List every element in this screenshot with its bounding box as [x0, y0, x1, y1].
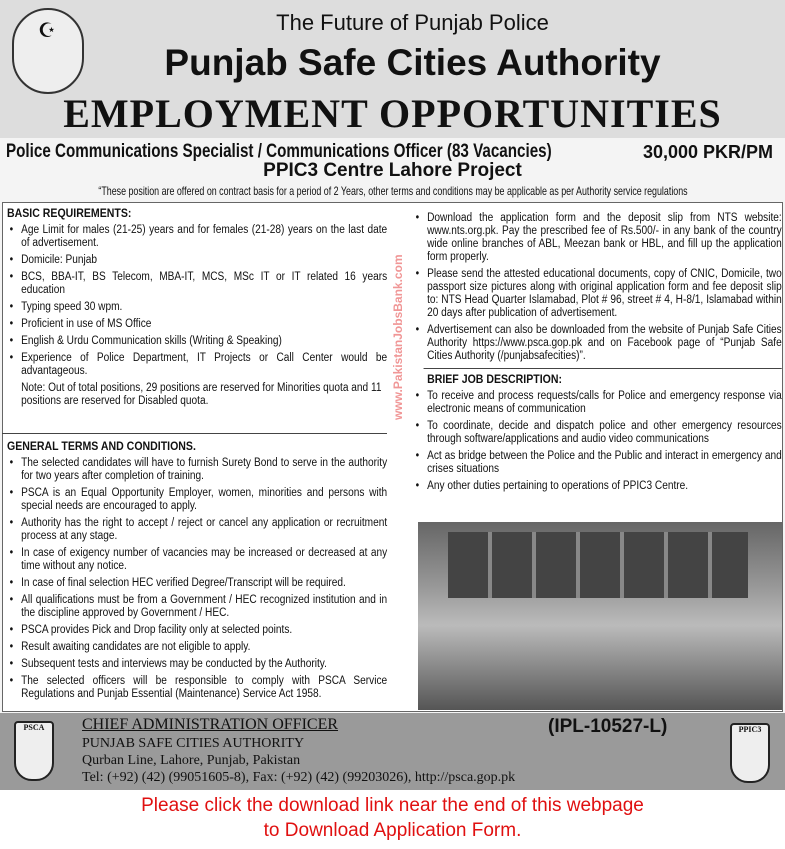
- divider: [2, 433, 387, 434]
- list-item: • Authority has the right to accept / reject or cancel any application or recruitment process at any stage.: [7, 517, 387, 543]
- application-process: [413, 212, 782, 497]
- list-item: • All qualifications must be from a Government / HEC recognized institution and in the discipline approved by Government / HEC.: [7, 594, 387, 620]
- list-item: • Result awaiting candidates are not eligible to apply.: [7, 641, 387, 654]
- watermark: www.PakistanJobsBank.com: [391, 254, 405, 420]
- list-item: • Any other duties pertaining to operations of PPIC3 Centre.: [413, 480, 782, 493]
- download-notice-line1: Please click the download link near the end of this webpage: [141, 795, 644, 816]
- headline: EMPLOYMENT OPPORTUNITIES: [63, 91, 722, 136]
- list-item: • Please send the attested educational documents, copy of CNIC, Domicile, two passport size pictures along with original application form and fee deposit slip to: NTS Head Quarter Islamabad, Plot # 96, street # 4, H-8/1, Islamabad within 20 days after publication of advertisement.: [413, 268, 782, 320]
- download-notice-line2: to Download Application Form.: [263, 820, 522, 841]
- footer: [0, 713, 785, 790]
- org-name: Punjab Safe Cities Authority: [164, 42, 661, 83]
- divider: [424, 368, 782, 369]
- terms-heading: GENERAL TERMS AND CONDITIONS.: [7, 439, 196, 453]
- list-item: • Advertisement can also be downloaded from the website of Punjab Safe Cities Authority https://www.psca.gop.pk and on Facebook page of “Punjab Safe Cities Authority (/punjabsafecities)”.: [413, 324, 782, 363]
- list-item: • To receive and process requests/calls for Police and emergency response via electronic means of communication: [413, 390, 782, 416]
- control-room-photo: [418, 522, 782, 710]
- list-item: • Age Limit for males (21-25) years and for females (21-28) years on the last date of advertisement.: [7, 224, 387, 250]
- list-item: • Experience of Police Department, IT Projects or Call Center would be advantageous.: [7, 352, 387, 378]
- project-name: PPIC3 Centre Lahore Project: [263, 160, 522, 181]
- list-item: • Proficient in use of MS Office: [7, 318, 387, 331]
- list-item: • PSCA is an Equal Opportunity Employer, women, minorities and persons with special needs are encouraged to apply.: [7, 487, 387, 513]
- tagline: The Future of Punjab Police: [276, 10, 549, 35]
- position-title: Police Communications Specialist / Communications Officer (83 Vacancies): [6, 141, 552, 162]
- basic-requirements: [7, 207, 387, 408]
- list-item: • English & Urdu Communication skills (Writing & Speaking): [7, 335, 387, 348]
- basic-heading: BASIC REQUIREMENTS:: [7, 206, 132, 220]
- list-item: • Download the application form and the deposit slip from NTS website: www.nts.org.pk. Pay the prescribed fee of Rs.500/- in any bank of the country wide online branches of ABL, Meezan bank or HBL, and fill up the application form properly.: [413, 212, 782, 264]
- list-item: • BCS, BBA-IT, BS Telecom, MBA-IT, MCS, MSc IT or IT related 16 years education: [7, 271, 387, 297]
- list-item: • In case of exigency number of vacancies may be increased or decreased at any time without any notice.: [7, 547, 387, 573]
- list-item: • The selected officers will be responsible to comply with PSCA Service Regulations and Punjab Essential (Maintenance) Service Act 1958.: [7, 675, 387, 701]
- header: [0, 0, 785, 138]
- quota-note: Note: Out of total positions, 29 positions are reserved for Minorities quota and 11 positions are reserved for Disabled quota.: [21, 382, 382, 407]
- psca-logo: PSCA: [14, 721, 54, 781]
- list-item: • The selected candidates will have to furnish Surety Bond to serve in the authority for two years after completion of training.: [7, 457, 387, 483]
- list-item: • Typing speed 30 wpm.: [7, 301, 387, 314]
- list-item: • Domicile: Punjab: [7, 254, 387, 267]
- list-item: • Act as bridge between the Police and the Public and interact in emergency and crises situations: [413, 450, 782, 476]
- officer-title: CHIEF ADMINISTRATION OFFICER: [82, 716, 339, 733]
- salary: 30,000 PKR/PM: [642, 142, 773, 162]
- ad-reference: (IPL-10527-L): [548, 716, 668, 737]
- general-terms: [7, 440, 387, 705]
- job-heading: BRIEF JOB DESCRIPTION:: [427, 372, 563, 386]
- intro-text: “These position are offered on contract basis for a period of 2 Years, other terms and conditions may be applicable as per Authority service regulations: [97, 184, 688, 198]
- list-item: • PSCA provides Pick and Drop facility only at selected points.: [7, 624, 387, 637]
- list-item: • In case of final selection HEC verified Degree/Transcript will be required.: [7, 577, 387, 590]
- footer-contact: Tel: (+92) (42) (99051605-8), Fax: (+92) (42) (99203026), http://psca.gop.pk: [82, 770, 516, 785]
- footer-address: Qurban Line, Lahore, Punjab, Pakistan: [82, 753, 301, 768]
- footer-org: PUNJAB SAFE CITIES AUTHORITY: [82, 736, 305, 751]
- list-item: • Subsequent tests and interviews may be conducted by the Authority.: [7, 658, 387, 671]
- ppic3-logo: PPIC3: [730, 723, 770, 783]
- list-item: • To coordinate, decide and dispatch police and other emergency resources through software/applications and audio video communications: [413, 420, 782, 446]
